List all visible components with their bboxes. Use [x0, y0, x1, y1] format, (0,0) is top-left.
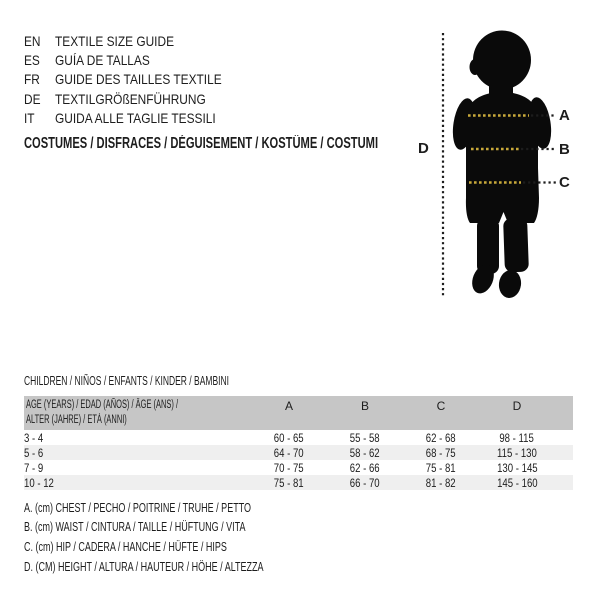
age-cell — [24, 446, 251, 460]
hip-cell — [403, 446, 479, 460]
child-silhouette — [450, 31, 555, 300]
chest-value: 60 - 65 — [274, 430, 304, 445]
age-header-cell — [24, 396, 251, 428]
waist-cell — [327, 476, 403, 490]
category-title — [24, 135, 516, 153]
height-cell — [479, 431, 555, 445]
language-code: EN — [24, 32, 41, 49]
language-list — [24, 31, 251, 128]
height-value: 98 - 115 — [499, 430, 535, 445]
legend-text: B. (cm) WAIST / CINTURA / TAILLE / HÜFTUNG / VITA — [24, 520, 246, 535]
chest-cell — [251, 461, 327, 475]
legend-line-c — [24, 537, 357, 557]
height-cell — [479, 476, 555, 490]
measure-label-b: B — [559, 140, 570, 158]
waist-cell — [327, 461, 403, 475]
age-cell — [24, 476, 251, 490]
category-title-text: COSTUMES / DISFRACES / DÉGUISEMENT / KOSTÜME / COSTUMI — [24, 135, 379, 152]
language-code: FR — [24, 71, 40, 88]
size-table — [24, 396, 573, 490]
waist-cell — [327, 431, 403, 445]
measure-label-c: C — [559, 174, 570, 191]
table-row — [24, 475, 573, 490]
legend-line-b — [24, 518, 357, 538]
language-row — [24, 109, 251, 128]
height-cell — [479, 446, 555, 460]
hip-value: 81 - 82 — [426, 475, 456, 490]
height-cell — [479, 461, 555, 475]
waist-value: 62 - 66 — [350, 460, 380, 475]
column-header-b: B — [360, 399, 369, 413]
table-row — [24, 460, 573, 475]
language-label: GUIDE DES TAILLES TEXTILE — [55, 71, 222, 88]
legend-text: A. (cm) CHEST / PECHO / POITRINE / TRUHE / PETTO — [24, 500, 252, 515]
language-code: ES — [24, 52, 40, 69]
table-row — [24, 430, 573, 445]
column-header-c: C — [436, 399, 446, 413]
ear-bump — [470, 59, 481, 75]
language-label: GUIDA ALLE TAGLIE TESSILI — [55, 110, 216, 127]
legend-line-d — [24, 557, 357, 577]
language-code: IT — [24, 110, 35, 127]
height-value: 115 - 130 — [497, 445, 537, 460]
height-value: 130 - 145 — [496, 460, 538, 475]
legend-text: D. (CM) HEIGHT / ALTURA / HAUTEUR / HÖHE / ALTEZZA — [24, 559, 264, 574]
age-header-line2: ALTER (JAHRE) / ETÀ (ANNI) — [26, 414, 127, 426]
measure-label-a: A — [559, 107, 570, 124]
measure-label-d: D — [418, 140, 429, 157]
chest-value: 64 - 70 — [274, 445, 304, 460]
hip-cell — [403, 476, 479, 490]
language-label: TEXTILE SIZE GUIDE — [55, 32, 175, 49]
age-value: 10 - 12 — [24, 475, 54, 490]
chest-cell — [251, 431, 327, 445]
waist-value: 66 - 70 — [350, 475, 380, 490]
language-row — [24, 31, 251, 50]
hip-cell — [403, 431, 479, 445]
age-value: 5 - 6 — [24, 445, 44, 460]
language-label: GUÍA DE TALLAS — [55, 52, 150, 69]
age-value: 3 - 4 — [24, 430, 44, 445]
language-label: TEXTILGRÖßENFÜHRUNG — [55, 90, 206, 107]
waist-value: 58 - 62 — [350, 445, 380, 460]
measurement-legend — [24, 498, 357, 576]
column-header-a: A — [284, 399, 293, 413]
table-header-row — [24, 396, 573, 430]
table-section-title — [24, 374, 325, 388]
table-section-title-text: CHILDREN / NIÑOS / ENFANTS / KINDER / BAMBINI — [24, 374, 229, 388]
legend-line-a — [24, 498, 357, 518]
age-value: 7 - 9 — [24, 460, 44, 475]
waist-value: 55 - 58 — [350, 430, 380, 445]
chest-value: 75 - 81 — [274, 475, 304, 490]
language-code: DE — [24, 90, 41, 107]
hip-value: 75 - 81 — [426, 460, 456, 475]
legend-text: C. (cm) HIP / CADERA / HANCHE / HÜFTE / HIPS — [24, 539, 227, 554]
hip-value: 68 - 75 — [426, 445, 456, 460]
hip-cell — [403, 461, 479, 475]
language-row — [24, 70, 251, 89]
age-cell — [24, 461, 251, 475]
language-row — [24, 89, 251, 108]
language-row — [24, 50, 251, 69]
age-cell — [24, 431, 251, 445]
waist-cell — [327, 446, 403, 460]
chest-value: 70 - 75 — [274, 460, 304, 475]
age-header-line1: AGE (YEARS) / EDAD (AÑOS) / ÂGE (ANS) / — [26, 399, 179, 411]
hip-value: 62 - 68 — [426, 430, 456, 445]
height-value: 145 - 160 — [496, 475, 538, 490]
table-row — [24, 445, 573, 460]
chest-cell — [251, 476, 327, 490]
column-header-d: D — [512, 399, 522, 413]
chest-cell — [251, 446, 327, 460]
